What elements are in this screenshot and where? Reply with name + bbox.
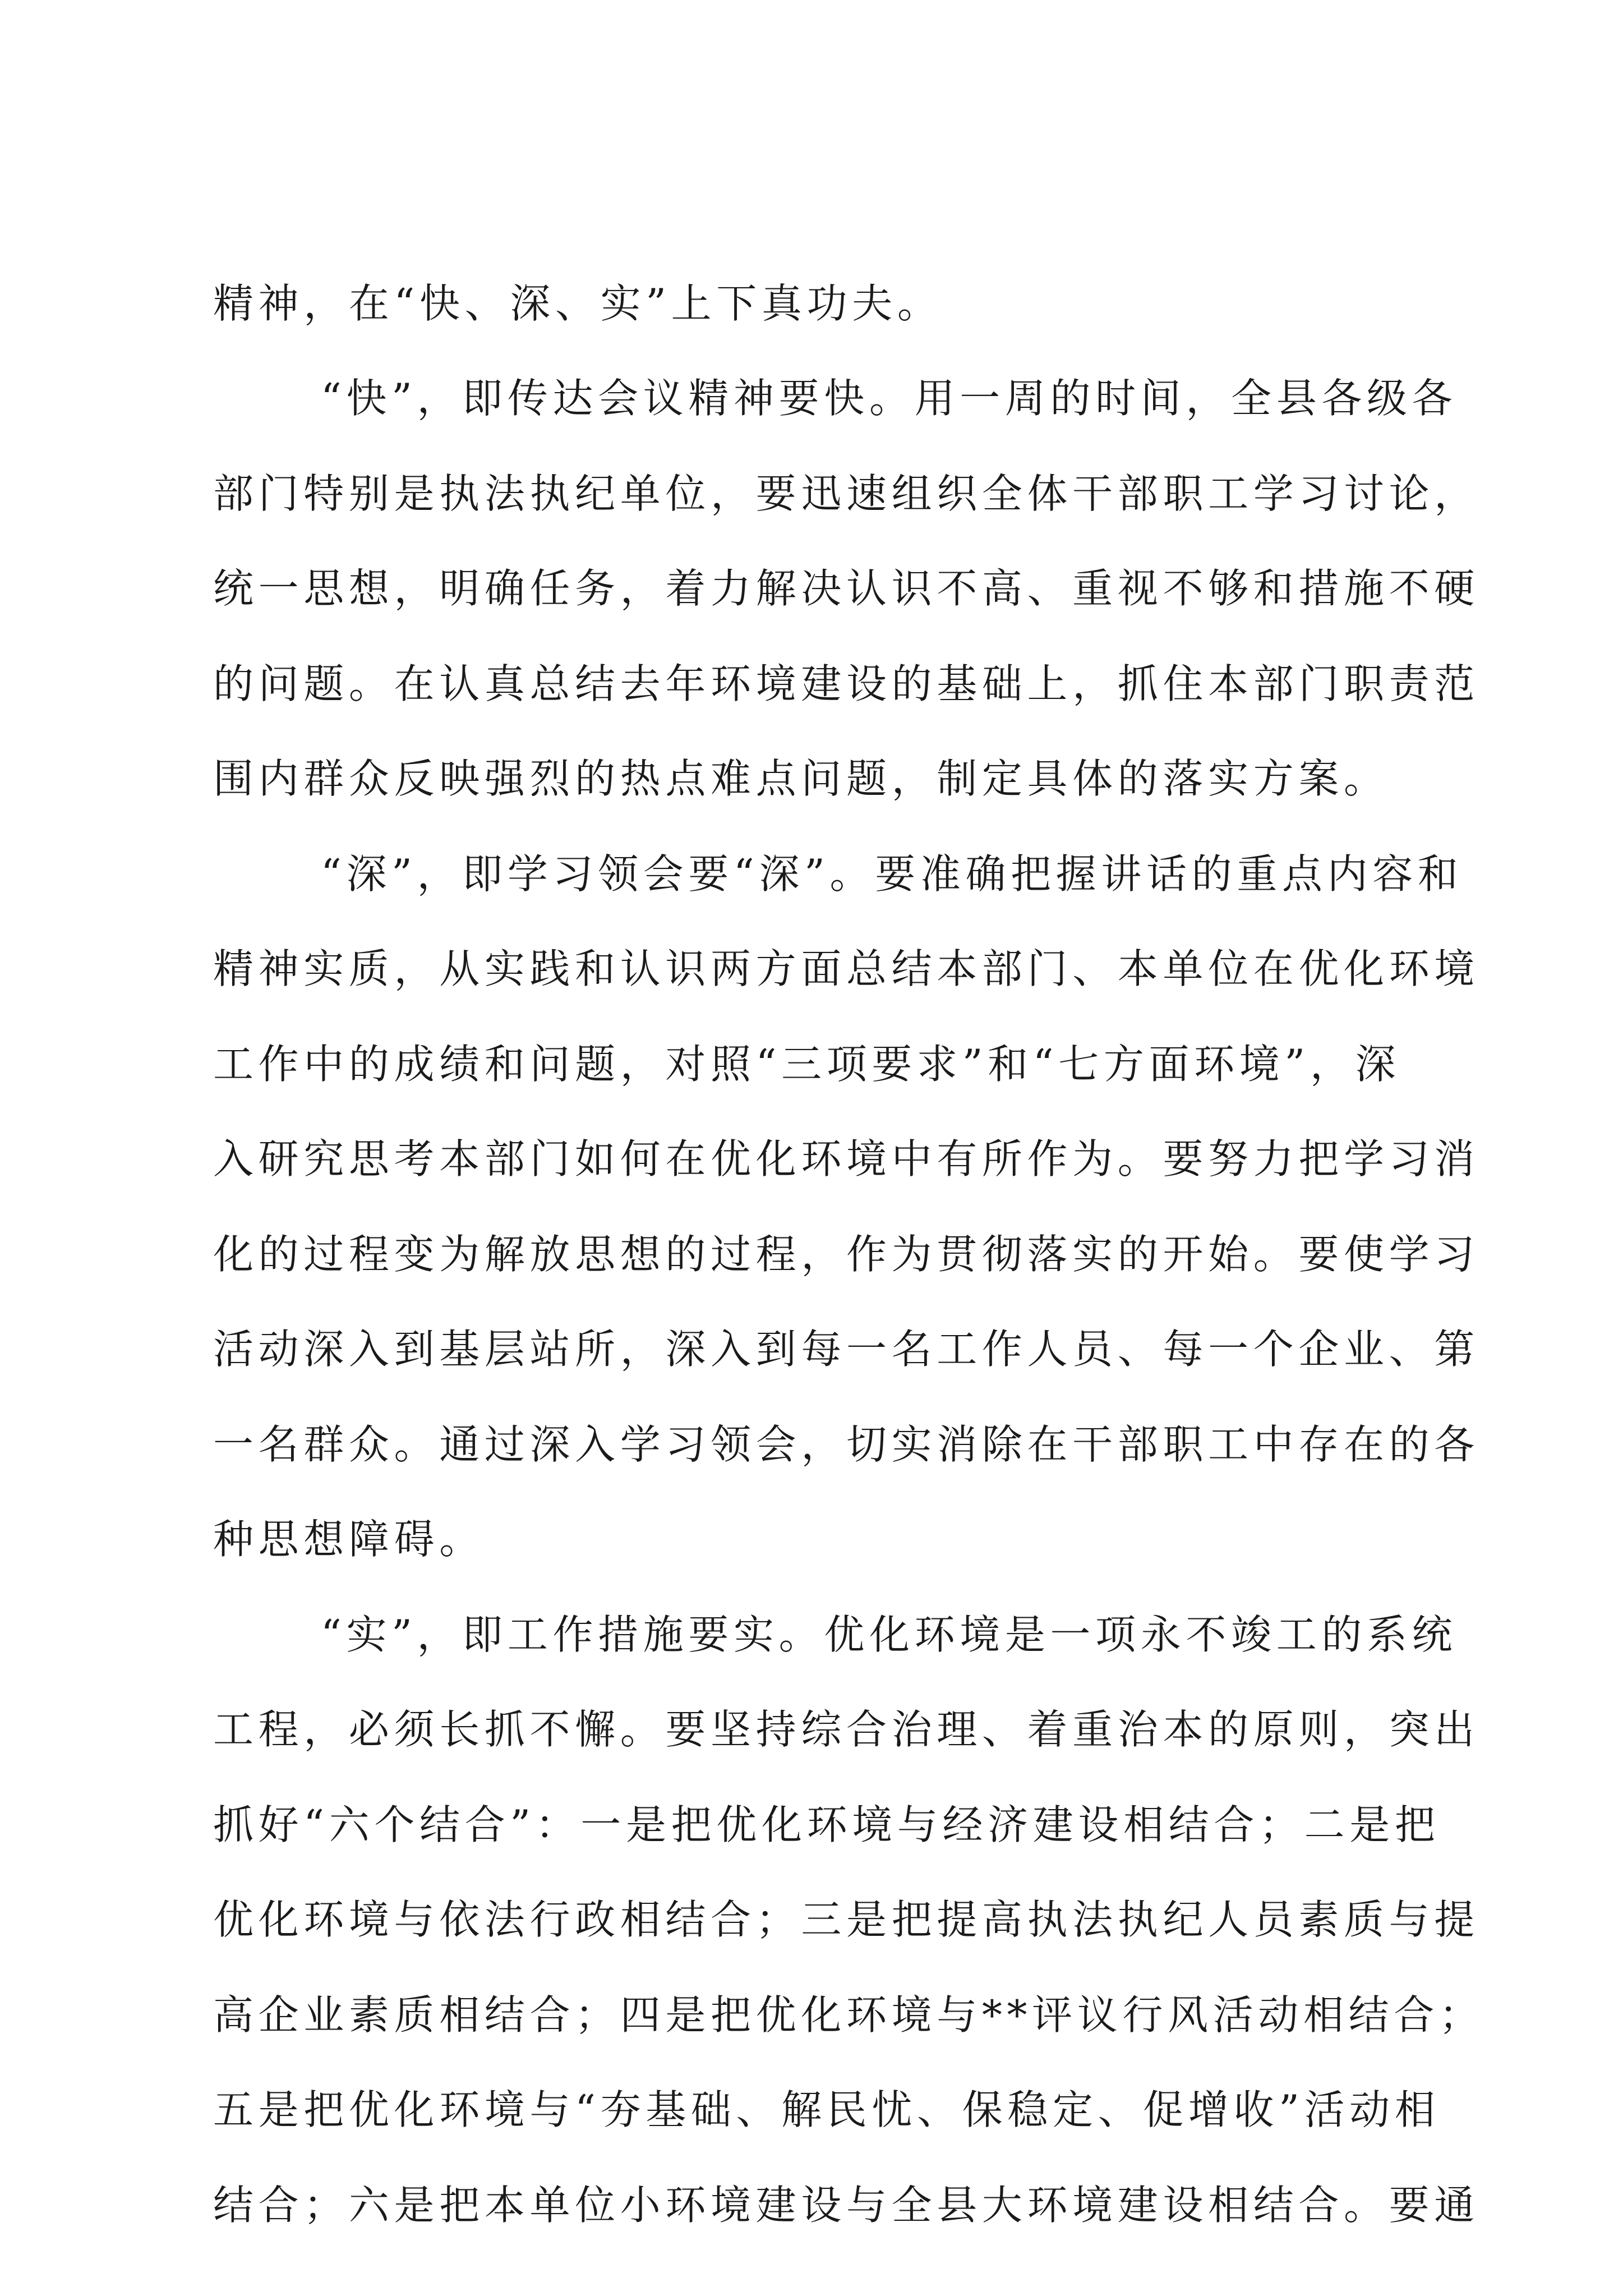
text-line-17: 抓好“六个结合”：一是把优化环境与经济建设相结合；二是把 [213,1801,1440,1848]
text-line-13: 一名群众。通过深入学习领会，切实消除在干部职工中存在的各 [213,1421,1479,1468]
text-line-3: 部门特别是执法执纪单位，要迅速组织全体干部职工学习讨论， [213,470,1479,517]
text-line-6: 围内群众反映强烈的热点难点问题，制定具体的落实方案。 [213,755,1389,802]
text-line-8: 精神实质，从实践和认识两方面总结本部门、本单位在优化环境 [213,945,1479,992]
text-line-12: 活动深入到基层站所，深入到每一名工作人员、每一个企业、第 [213,1326,1479,1373]
text-line-7: “深”，即学习领会要“深”。要准确把握讲话的重点内容和 [321,850,1463,898]
text-line-14: 种思想障碍。 [213,1516,485,1563]
text-line-11: 化的过程变为解放思想的过程，作为贯彻落实的开始。要使学习 [213,1231,1479,1278]
text-line-9: 工作中的成绩和问题，对照“三项要求”和“七方面环境”，深 [213,1041,1401,1088]
text-line-2: “快”，即传达会议精神要快。用一周的时间，全县各级各 [321,375,1458,422]
text-line-1: 精神，在“快、深、实”上下真功夫。 [213,280,943,327]
text-line-10: 入研究思考本部门如何在优化环境中有所作为。要努力把学习消 [213,1135,1479,1182]
text-line-20: 五是把优化环境与“夯基础、解民忧、保稳定、促增收”活动相 [213,2086,1440,2133]
text-line-16: 工程，必须长抓不懈。要坚持综合治理、着重治本的原则，突出 [213,1706,1479,1753]
text-line-5: 的问题。在认真总结去年环境建设的基础上，抓住本部门职责范 [213,660,1479,707]
text-line-19: 高企业素质相结合；四是把优化环境与**评议行风活动相结合； [213,1991,1484,2039]
text-line-4: 统一思想，明确任务，着力解决认识不高、重视不够和措施不硬 [213,565,1479,612]
text-line-21: 结合；六是把本单位小环境建设与全县大环境建设相结合。要通 [213,2182,1479,2229]
text-line-18: 优化环境与依法行政相结合；三是把提高执法执纪人员素质与提 [213,1896,1479,1943]
text-line-15: “实”，即工作措施要实。优化环境是一项永不竣工的系统 [321,1611,1458,1658]
